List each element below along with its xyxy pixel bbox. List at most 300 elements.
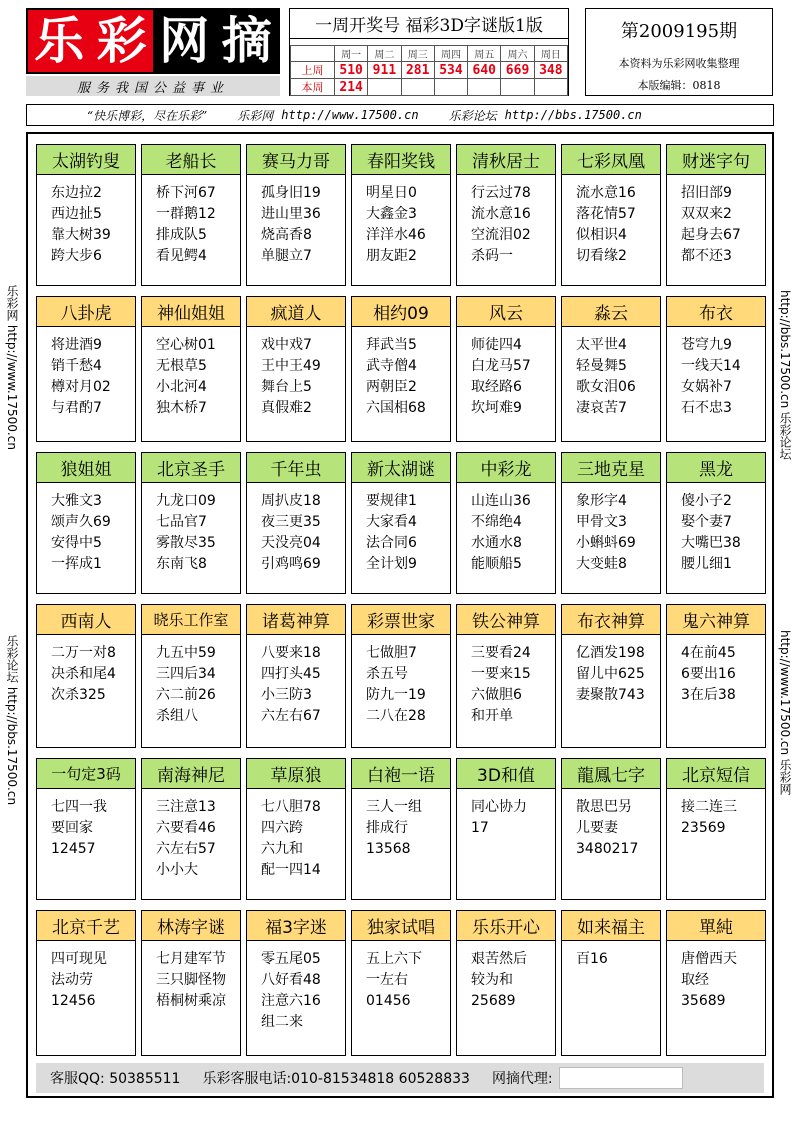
- puzzle-card: [141, 144, 241, 286]
- author-name: 龍鳳七字: [562, 759, 660, 789]
- puzzle-line: 散思巴另: [576, 799, 632, 815]
- puzzle-line: 明星日0: [366, 185, 417, 201]
- puzzle-line: 王中王49: [261, 358, 321, 374]
- draw-number: [468, 79, 501, 96]
- puzzle-card: [351, 296, 451, 442]
- puzzle-line: 销千愁4: [51, 358, 102, 374]
- puzzle-line: 天没亮04: [261, 535, 321, 551]
- puzzle-text: [142, 175, 240, 267]
- puzzle-line: 杀五号: [366, 666, 408, 682]
- author-name: 一句定3码: [37, 759, 135, 789]
- puzzle-line: 水通水8: [471, 535, 522, 551]
- puzzle-card: [666, 758, 766, 900]
- puzzle-line: 三四后34: [156, 666, 216, 682]
- author-name: 诸葛神算: [247, 605, 345, 635]
- author-name: 布衣神算: [562, 605, 660, 635]
- puzzle-line: 九五中59: [156, 645, 216, 661]
- puzzle-text: [37, 483, 135, 575]
- puzzle-line: 35689: [681, 993, 726, 1009]
- puzzle-line: 独木桥7: [156, 400, 207, 416]
- author-name: 中彩龙: [457, 453, 555, 483]
- draw-number: 214: [335, 79, 368, 96]
- draw-number: 640: [468, 62, 501, 79]
- puzzle-text: [667, 175, 765, 267]
- puzzle-line: 拜武当5: [366, 337, 417, 353]
- puzzle-line: 01456: [366, 993, 411, 1009]
- author-name: 黑龙: [667, 453, 765, 483]
- author-name: 福3字迷: [247, 911, 345, 941]
- puzzle-text: [142, 789, 240, 881]
- source-note: 本资料为乐彩网收集整理: [618, 57, 740, 70]
- forum-link[interactable]: http://bbs.17500.cn: [504, 108, 642, 122]
- puzzle-text: [247, 941, 345, 1033]
- puzzle-text: [562, 327, 660, 419]
- draw-number: [401, 79, 434, 96]
- puzzle-line: 象形字4: [576, 493, 627, 509]
- author-name: 铁公神算: [457, 605, 555, 635]
- author-name: 清秋居士: [457, 145, 555, 175]
- puzzle-line: 将进酒9: [51, 337, 102, 353]
- puzzle-text: [247, 327, 345, 419]
- author-name: 八卦虎: [37, 297, 135, 327]
- puzzle-text: [37, 635, 135, 706]
- puzzle-card: [561, 452, 661, 594]
- author-name: 财迷字句: [667, 145, 765, 175]
- puzzle-text: [352, 483, 450, 575]
- puzzle-card: [666, 452, 766, 594]
- puzzle-line: 13568: [366, 841, 411, 857]
- puzzle-line: 不绵绝4: [471, 514, 522, 530]
- author-name: 3D和值: [457, 759, 555, 789]
- banner: [26, 104, 774, 126]
- puzzle-line: 与君酌7: [51, 400, 102, 416]
- puzzle-line: 要规律1: [366, 493, 417, 509]
- author-name: 相约09: [352, 297, 450, 327]
- puzzle-line: 舞台上5: [261, 379, 312, 395]
- puzzle-card: [141, 296, 241, 442]
- puzzle-line: 6要出16: [681, 666, 736, 682]
- draw-number: 534: [434, 62, 467, 79]
- puzzle-card: [456, 604, 556, 748]
- puzzle-line: 一线天14: [681, 358, 741, 374]
- author-name: 北京千艺: [37, 911, 135, 941]
- puzzle-card: [561, 296, 661, 442]
- puzzle-text: [667, 327, 765, 419]
- side-text-right-top: http://bbs.17500.cn 乐彩论坛: [778, 290, 792, 461]
- puzzle-line: 桥下河67: [156, 185, 216, 201]
- author-name: 布衣: [667, 297, 765, 327]
- puzzle-line: 小蝌蚪69: [576, 535, 636, 551]
- puzzle-line: 大嘴巴38: [681, 535, 741, 551]
- puzzle-card: [666, 144, 766, 286]
- this-week-label: 本周: [291, 79, 335, 96]
- puzzle-line: 单腿立7: [261, 248, 312, 264]
- puzzle-card: [36, 452, 136, 594]
- puzzle-line: 大家看4: [366, 514, 417, 530]
- puzzle-line: 要回家: [51, 820, 93, 836]
- puzzle-line: 一左右: [366, 972, 408, 988]
- puzzle-line: 防九一19: [366, 687, 426, 703]
- puzzle-card: [666, 296, 766, 442]
- puzzle-line: 25689: [471, 993, 516, 1009]
- day-header: 周四: [434, 46, 467, 62]
- puzzle-card: [456, 144, 556, 286]
- puzzle-line: 配一四14: [261, 862, 321, 878]
- puzzle-line: 二八在28: [366, 708, 426, 724]
- puzzle-card: [456, 296, 556, 442]
- puzzle-line: 东南飞8: [156, 556, 207, 572]
- draw-number: [368, 79, 401, 96]
- puzzle-line: 娶个妻7: [681, 514, 732, 530]
- puzzle-line: 戏中戏7: [261, 337, 312, 353]
- last-week-label: 上周: [291, 62, 335, 79]
- puzzle-card: [36, 144, 136, 286]
- puzzle-card: [141, 758, 241, 900]
- author-name: 晓乐工作室: [142, 605, 240, 635]
- puzzle-line: 取经: [681, 972, 709, 988]
- puzzle-text: [457, 789, 555, 839]
- puzzle-text: [37, 175, 135, 267]
- puzzle-card: [561, 144, 661, 286]
- puzzle-line: 唐僧西天: [681, 951, 737, 967]
- puzzle-text: [37, 789, 135, 860]
- puzzle-card: [246, 910, 346, 1056]
- puzzle-line: 次杀325: [51, 687, 106, 703]
- puzzle-line: 太平世4: [576, 337, 627, 353]
- puzzle-line: 二万一对8: [51, 645, 116, 661]
- puzzle-text: [457, 483, 555, 575]
- author-name: 北京短信: [667, 759, 765, 789]
- puzzle-card: [561, 758, 661, 900]
- site-logo: [26, 8, 280, 74]
- puzzle-text: [247, 789, 345, 881]
- puzzle-text: [37, 327, 135, 419]
- author-name: 三地克星: [562, 453, 660, 483]
- puzzle-text: [457, 175, 555, 267]
- puzzle-line: 九龙口09: [156, 493, 216, 509]
- puzzle-line: 3480217: [576, 841, 639, 857]
- puzzle-line: 流水意16: [471, 206, 531, 222]
- puzzle-line: 石不忠3: [681, 400, 732, 416]
- puzzle-card: [561, 910, 661, 1056]
- puzzle-text: [142, 327, 240, 419]
- puzzle-line: 儿要妻: [576, 820, 618, 836]
- logo-char: 乐: [28, 10, 91, 72]
- puzzle-line: 夜三更35: [261, 514, 321, 530]
- puzzle-line: 一群鹅12: [156, 206, 216, 222]
- puzzle-line: 樽对月02: [51, 379, 111, 395]
- puzzle-card: [141, 604, 241, 748]
- puzzle-line: 3在后38: [681, 687, 736, 703]
- author-name: 鬼六神算: [667, 605, 765, 635]
- author-name: 独家试唱: [352, 911, 450, 941]
- puzzle-line: 六九和: [261, 841, 303, 857]
- motto: “快乐博彩，尽在乐彩”: [87, 108, 208, 123]
- puzzle-text: [37, 941, 135, 1012]
- puzzle-line: 23569: [681, 820, 726, 836]
- puzzle-text: [352, 941, 450, 1012]
- puzzle-card: [666, 604, 766, 748]
- puzzle-line: 取经路6: [471, 379, 522, 395]
- puzzle-line: 法动劳: [51, 972, 93, 988]
- puzzle-text: [457, 941, 555, 1012]
- draw-number: [501, 79, 534, 96]
- day-header: 周一: [335, 46, 368, 62]
- puzzle-line: 和开单: [471, 708, 513, 724]
- puzzle-text: [247, 635, 345, 727]
- puzzle-text: [352, 327, 450, 419]
- puzzle-line: 白龙马57: [471, 358, 531, 374]
- puzzle-line: 三只脚怪物: [156, 972, 226, 988]
- puzzle-line: 三人一组: [366, 799, 422, 815]
- agent-label: 网摘代理:: [491, 1071, 553, 1087]
- side-text-left-bottom: 乐彩论坛 http://bbs.17500.cn: [5, 635, 19, 806]
- author-name: 赛马力哥: [247, 145, 345, 175]
- puzzle-line: 真假难2: [261, 400, 312, 416]
- puzzle-line: 百16: [576, 951, 608, 967]
- puzzle-line: 苍穹九9: [681, 337, 732, 353]
- puzzle-card: [141, 910, 241, 1056]
- puzzle-line: 轻曼舞5: [576, 358, 627, 374]
- puzzle-line: 三注意13: [156, 799, 216, 815]
- author-name: 疯道人: [247, 297, 345, 327]
- puzzle-line: 组二来: [261, 1014, 303, 1030]
- puzzle-line: 孤身旧19: [261, 185, 321, 201]
- puzzle-line: 雾散尽35: [156, 535, 216, 551]
- service-phone: 乐彩客服电话:010-81534818 60528833: [202, 1071, 470, 1087]
- puzzle-line: 进山里36: [261, 206, 321, 222]
- puzzle-line: 七做胆7: [366, 645, 417, 661]
- day-header: 周五: [468, 46, 501, 62]
- draw-number: 510: [335, 62, 368, 79]
- puzzle-line: 六左右67: [261, 708, 321, 724]
- puzzle-line: 同心协力: [471, 799, 527, 815]
- puzzle-grid: [26, 132, 774, 1098]
- puzzle-card: [36, 910, 136, 1056]
- puzzle-line: 杀组八: [156, 708, 198, 724]
- puzzle-card: [246, 144, 346, 286]
- logo-char: 网: [153, 10, 216, 72]
- puzzle-line: 较为和: [471, 972, 513, 988]
- puzzle-card: [246, 604, 346, 748]
- puzzle-card: [351, 910, 451, 1056]
- puzzle-text: [667, 483, 765, 575]
- editor-note: 本版编辑：0818: [637, 79, 721, 92]
- puzzle-line: 留儿中625: [576, 666, 645, 682]
- side-text-left-top: 乐彩网 http://www.17500.cn: [5, 285, 19, 450]
- author-name: 乐乐开心: [457, 911, 555, 941]
- draw-number: 281: [401, 62, 434, 79]
- puzzle-text: [142, 483, 240, 575]
- puzzle-line: 靠大树39: [51, 227, 111, 243]
- puzzle-line: 西边扯5: [51, 206, 102, 222]
- puzzle-line: 杀码一: [471, 248, 513, 264]
- logo-char: 彩: [91, 10, 154, 72]
- puzzle-line: 4在前45: [681, 645, 736, 661]
- puzzle-text: [562, 941, 660, 970]
- puzzle-card: [351, 144, 451, 286]
- draw-number: [534, 79, 567, 96]
- puzzle-line: 七四一我: [51, 799, 107, 815]
- service-qq: 客服QQ: 50385511: [50, 1071, 181, 1087]
- puzzle-line: 凄哀苦7: [576, 400, 627, 416]
- puzzle-line: 注意六16: [261, 993, 321, 1009]
- puzzle-line: 双双来2: [681, 206, 732, 222]
- puzzle-line: 甲骨文3: [576, 514, 627, 530]
- puzzle-line: 八要来18: [261, 645, 321, 661]
- puzzle-line: 12457: [51, 841, 96, 857]
- puzzle-line: 起身去67: [681, 227, 741, 243]
- puzzle-line: 空流泪02: [471, 227, 531, 243]
- puzzle-line: 六国相68: [366, 400, 426, 416]
- puzzle-line: 师徒四4: [471, 337, 522, 353]
- puzzle-line: 六做胆6: [471, 687, 522, 703]
- puzzle-card: [36, 296, 136, 442]
- puzzle-line: 排成行: [366, 820, 408, 836]
- puzzle-card: [456, 452, 556, 594]
- site-link[interactable]: http://www.17500.cn: [281, 108, 419, 122]
- author-name: 七彩凤凰: [562, 145, 660, 175]
- puzzle-text: [667, 635, 765, 706]
- page-title: 一周开奖号 福彩3D字谜版1版: [290, 9, 568, 39]
- slogan: 服务我国公益事业: [26, 76, 280, 96]
- puzzle-line: 排成队5: [156, 227, 207, 243]
- puzzle-line: 决杀和尾4: [51, 666, 116, 682]
- puzzle-line: 引鸡鸣69: [261, 556, 321, 572]
- day-header: 周日: [534, 46, 567, 62]
- author-name: 千年虫: [247, 453, 345, 483]
- puzzle-line: 全计划9: [366, 556, 417, 572]
- author-name: 狼姐姐: [37, 453, 135, 483]
- puzzle-line: 17: [471, 820, 489, 836]
- puzzle-text: [247, 483, 345, 575]
- puzzle-card: [666, 910, 766, 1056]
- puzzle-line: 七月建军节: [156, 951, 226, 967]
- puzzle-text: [352, 175, 450, 267]
- puzzle-line: 法合同6: [366, 535, 417, 551]
- author-name: 北京圣手: [142, 453, 240, 483]
- puzzle-line: 小三防3: [261, 687, 312, 703]
- puzzle-text: [142, 941, 240, 1012]
- puzzle-line: 一要来15: [471, 666, 531, 682]
- puzzle-line: 三要看24: [471, 645, 531, 661]
- puzzle-line: 梧桐树乘凉: [156, 993, 226, 1009]
- author-name: 春阳奖钱: [352, 145, 450, 175]
- puzzle-card: [351, 604, 451, 748]
- puzzle-card: [246, 296, 346, 442]
- puzzle-line: 洋洋水46: [366, 227, 426, 243]
- puzzle-line: 六左右57: [156, 841, 216, 857]
- footer: [36, 1063, 764, 1093]
- day-header: 周三: [401, 46, 434, 62]
- puzzle-card: [246, 452, 346, 594]
- puzzle-line: 切看缘2: [576, 248, 627, 264]
- logo-char: 摘: [216, 10, 279, 72]
- puzzle-text: [457, 327, 555, 419]
- author-name: 西南人: [37, 605, 135, 635]
- puzzle-line: 流水意16: [576, 185, 636, 201]
- puzzle-line: 空心树01: [156, 337, 216, 353]
- puzzle-text: [562, 483, 660, 575]
- puzzle-card: [561, 604, 661, 748]
- draw-number: 911: [368, 62, 401, 79]
- puzzle-line: 六要看46: [156, 820, 216, 836]
- draw-table: [290, 45, 568, 96]
- puzzle-line: 六二前26: [156, 687, 216, 703]
- puzzle-line: 一挥成1: [51, 556, 102, 572]
- puzzle-line: 七八胆78: [261, 799, 321, 815]
- puzzle-line: 周扒皮18: [261, 493, 321, 509]
- puzzle-line: 能顺船5: [471, 556, 522, 572]
- puzzle-line: 山连山36: [471, 493, 531, 509]
- puzzle-line: 武寺僧4: [366, 358, 417, 374]
- puzzle-line: 傻小子2: [681, 493, 732, 509]
- author-name: 风云: [457, 297, 555, 327]
- agent-field[interactable]: [559, 1067, 683, 1089]
- puzzle-text: [457, 635, 555, 727]
- puzzle-line: 似相识4: [576, 227, 627, 243]
- puzzle-text: [352, 635, 450, 727]
- puzzle-line: 八好看48: [261, 972, 321, 988]
- puzzle-text: [562, 635, 660, 706]
- puzzle-line: 招旧部9: [681, 185, 732, 201]
- day-header: 周二: [368, 46, 401, 62]
- puzzle-text: [562, 175, 660, 267]
- puzzle-line: 小北河4: [156, 379, 207, 395]
- puzzle-line: 朋友距2: [366, 248, 417, 264]
- author-name: 白袍一语: [352, 759, 450, 789]
- puzzle-card: [141, 452, 241, 594]
- puzzle-text: [247, 175, 345, 267]
- puzzle-line: 四六跨: [261, 820, 303, 836]
- puzzle-line: 接二连三: [681, 799, 737, 815]
- author-name: 太湖钓叟: [37, 145, 135, 175]
- puzzle-line: 颂声久69: [51, 514, 111, 530]
- puzzle-text: [352, 789, 450, 860]
- puzzle-line: 东边拉2: [51, 185, 102, 201]
- author-name: 彩票世家: [352, 605, 450, 635]
- puzzle-line: 大鑫金3: [366, 206, 417, 222]
- issue-box: [585, 8, 773, 96]
- puzzle-line: 看见鳄4: [156, 248, 207, 264]
- puzzle-card: [456, 910, 556, 1056]
- author-name: 林涛字谜: [142, 911, 240, 941]
- puzzle-line: 两朝臣2: [366, 379, 417, 395]
- author-name: 神仙姐姐: [142, 297, 240, 327]
- puzzle-line: 歌女泪06: [576, 379, 636, 395]
- puzzle-line: 艰苦然后: [471, 951, 527, 967]
- author-name: 老船长: [142, 145, 240, 175]
- puzzle-card: [36, 604, 136, 748]
- puzzle-line: 小小大: [156, 862, 198, 878]
- puzzle-card: [456, 758, 556, 900]
- puzzle-line: 烧高香8: [261, 227, 312, 243]
- puzzle-line: 行云过78: [471, 185, 531, 201]
- puzzle-line: 坎坷难9: [471, 400, 522, 416]
- day-header: 周六: [501, 46, 534, 62]
- puzzle-text: [667, 789, 765, 839]
- author-name: 南海神尼: [142, 759, 240, 789]
- puzzle-text: [667, 941, 765, 1012]
- puzzle-card: [351, 758, 451, 900]
- author-name: 草原狼: [247, 759, 345, 789]
- draw-number: 348: [534, 62, 567, 79]
- puzzle-line: 无根草5: [156, 358, 207, 374]
- puzzle-text: [142, 635, 240, 727]
- puzzle-line: 女娲补7: [681, 379, 732, 395]
- puzzle-line: 四可现见: [51, 951, 107, 967]
- puzzle-line: 12456: [51, 993, 96, 1009]
